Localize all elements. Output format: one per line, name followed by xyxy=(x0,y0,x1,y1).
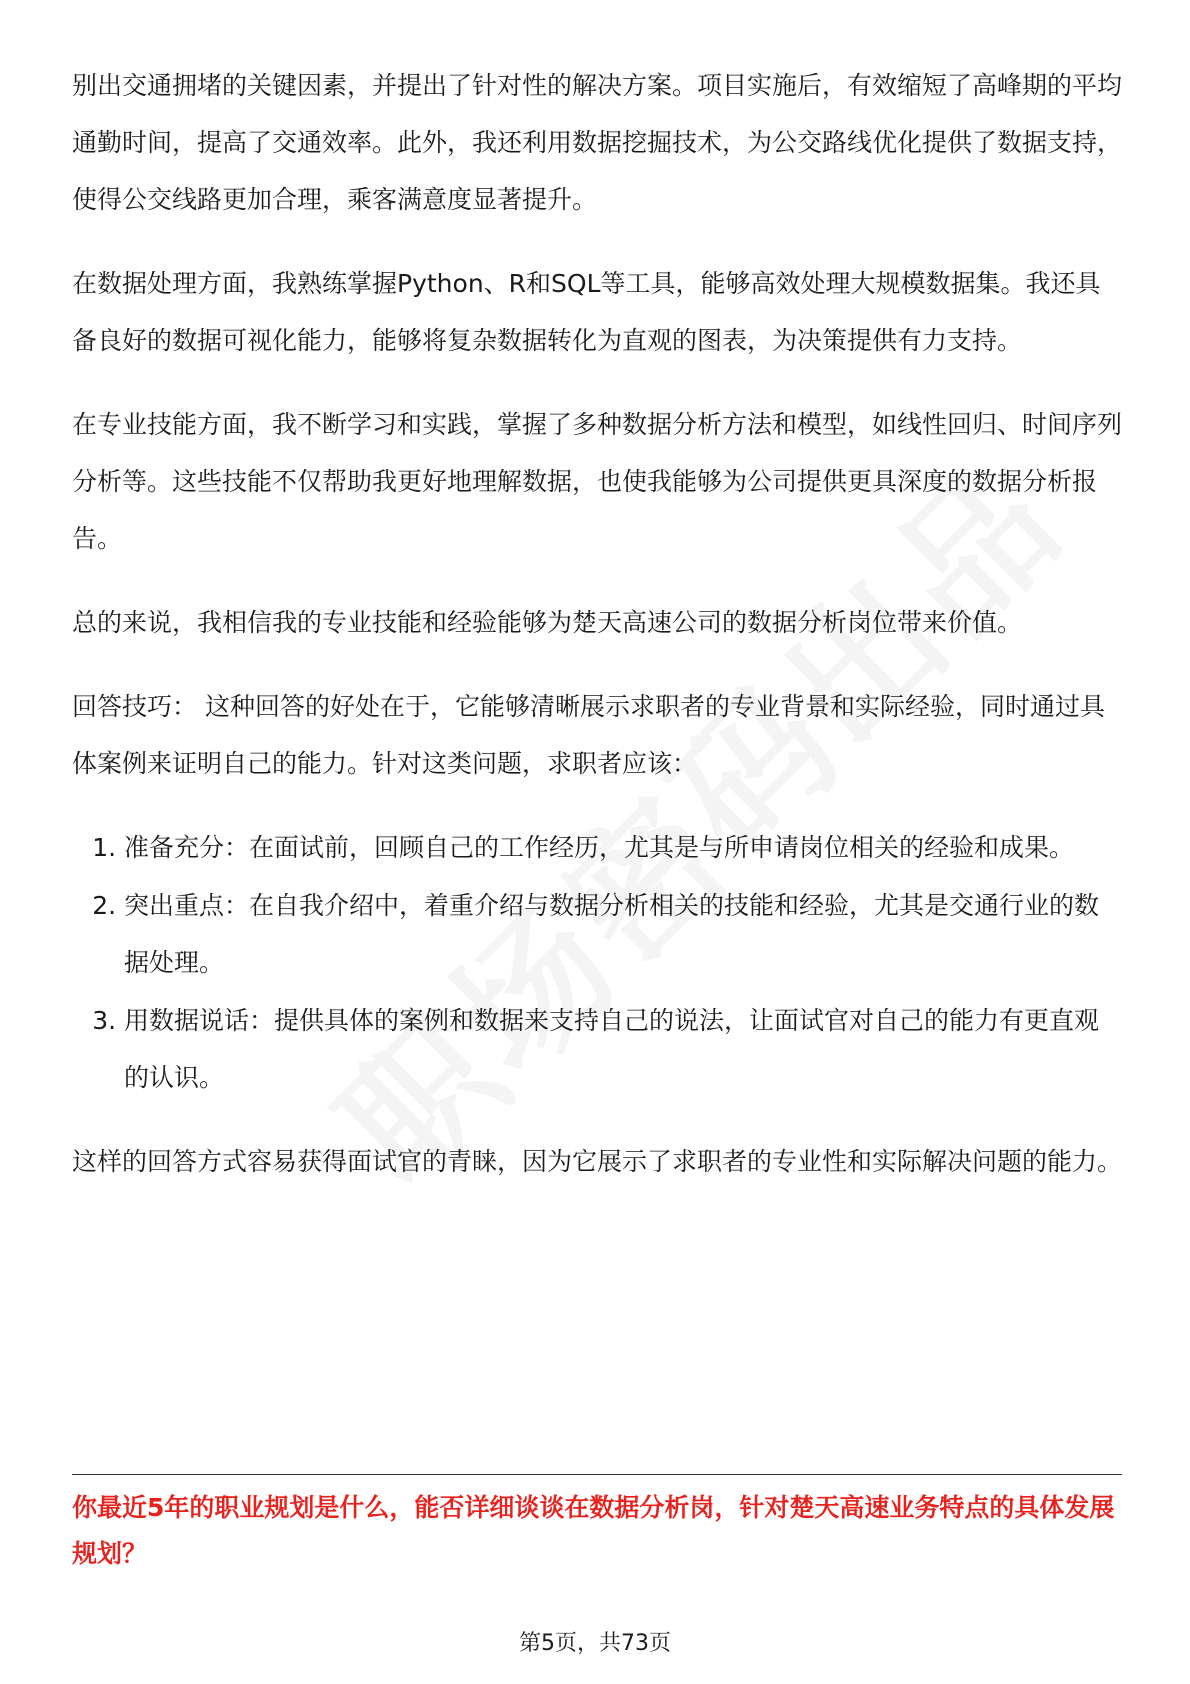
list-item: 2. 突出重点：在自我介绍中，着重介绍与数据分析相关的技能和经验，尤其是交通行业的数据处理。 xyxy=(124,877,1122,991)
list-item: 1. 准备充分：在面试前，回顾自己的工作经历，尤其是与所申请岗位相关的经验和成果。 xyxy=(124,819,1122,876)
paragraph-traffic-project: 别出交通拥堵的关键因素，并提出了针对性的解决方案。项目实施后，有效缩短了高峰期的平均通勤时间，提高了交通效率。此外，我还利用数据挖掘技术，为公交路线优化提供了数据支持，使得公交线路更加合理，乘客满意度显著提升。 xyxy=(72,71,1123,214)
list-item: 3. 用数据说话：提供具体的案例和数据来支持自己的说法，让面试官对自己的能力有更直观的认识。 xyxy=(124,992,1122,1106)
next-question-heading: 你最近5年的职业规划是什么，能否详细谈谈在数据分析岗，针对楚天高速业务特点的具体发展规划？ xyxy=(72,1493,1115,1568)
tips-list xyxy=(72,819,1122,1106)
paragraph-summary: 总的来说，我相信我的专业技能和经验能够为楚天高速公司的数据分析岗位带来价值。 xyxy=(72,608,1023,637)
paragraph-closing: 这样的回答方式容易获得面试官的青睐，因为它展示了求职者的专业性和实际解决问题的能力。 xyxy=(72,1147,1123,1176)
section-divider xyxy=(72,1474,1122,1475)
paragraph-professional-skills: 在专业技能方面，我不断学习和实践，掌握了多种数据分析方法和模型，如线性回归、时间序列分析等。这些技能不仅帮助我更好地理解数据，也使我能够为公司提供更具深度的数据分析报告。 xyxy=(72,410,1123,553)
answer-body xyxy=(72,57,1122,1217)
paragraph-data-processing: 在数据处理方面，我熟练掌握Python、R和SQL等工具，能够高效处理大规模数据集。我还具备良好的数据可视化能力，能够将复杂数据转化为直观的图表，为决策提供有力支持。 xyxy=(72,269,1101,355)
paragraph-answer-tips: 回答技巧： 这种回答的好处在于，它能够清晰展示求职者的专业背景和实际经验，同时通过具体案例来证明自己的能力。针对这类问题，求职者应该： xyxy=(72,692,1105,778)
page-number-footer: 第5页，共73页 xyxy=(519,1631,671,1656)
